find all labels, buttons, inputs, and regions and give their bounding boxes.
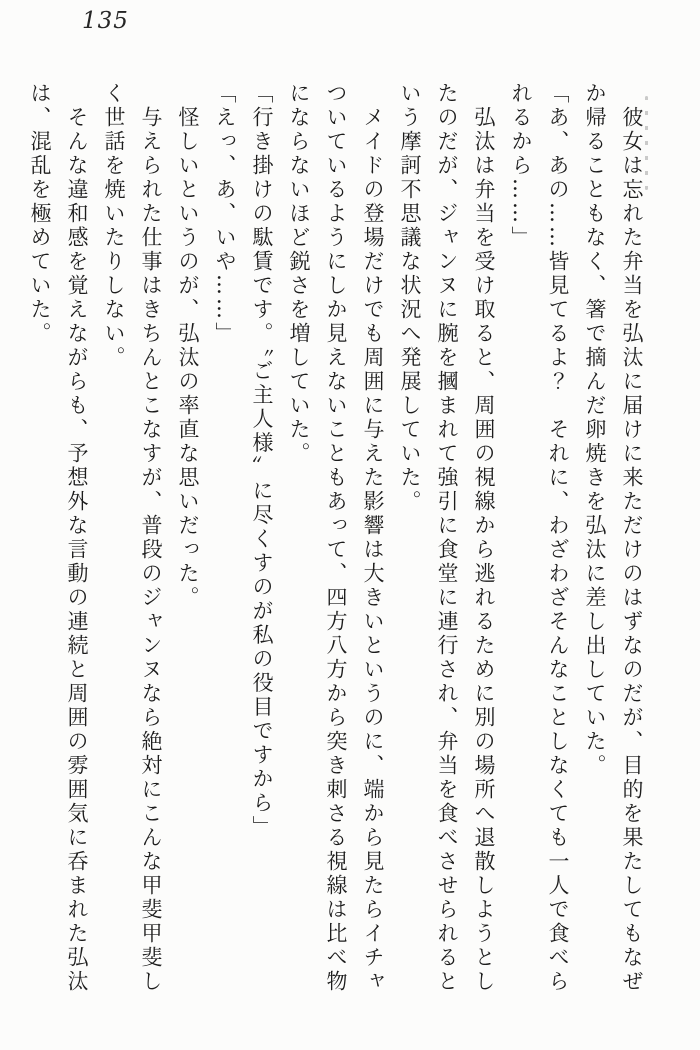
- text-line: 「えっ、あ、いや……」: [213, 82, 237, 346]
- text-line: 「行き掛けの駄賃です。〝ご主人様〟に尽くすのが私の役目ですから」: [250, 82, 274, 840]
- text-line: たのだが、ジャンヌに腕を摑まれて強引に食堂に連行され、弁当を食べさせられると: [435, 82, 459, 994]
- text-line: 弘汰は弁当を受け取ると、周囲の視線から逃れるために別の場所へ退散しようとし: [472, 82, 496, 994]
- text-block: [21, 82, 650, 1000]
- text-line: く世話を焼いたりしない。: [102, 82, 126, 370]
- text-line: 「あ、あの……皆見てるよ？ それに、わざわざそんなことしなくても一人で食べら: [546, 82, 570, 994]
- text-line: か帰ることもなく、箸で摘んだ卵焼きを弘汰に差し出していた。: [583, 82, 607, 778]
- text-line: れるから……」: [509, 82, 533, 250]
- text-line: にならないほど鋭さを増していた。: [287, 82, 311, 466]
- text-line: ついているようにしか見えないこともあって、四方八方から突き刺さる視線は比べ物: [324, 82, 348, 994]
- text-line: 与えられた仕事はきちんとこなすが、普段のジャンヌなら絶対にこんな甲斐甲斐し: [139, 82, 163, 994]
- text-line: そんな違和感を覚えながらも、予想外な言動の連続と周囲の雰囲気に呑まれた弘汰: [65, 82, 89, 994]
- text-line: は、混乱を極めていた。: [28, 82, 52, 346]
- text-line: 怪しいというのが、弘汰の率直な思いだった。: [176, 82, 200, 610]
- text-line: メイドの登場だけでも周囲に与えた影響は大きいというのに、端から見たらイチャ: [361, 82, 385, 994]
- page-number: 135: [82, 8, 129, 34]
- text-line: 彼女は忘れた弁当を弘汰に届けに来ただけのはずなのだが、目的を果たしてもなぜ: [620, 82, 644, 994]
- text-line: いう摩訶不思議な状況へ発展していた。: [398, 82, 422, 514]
